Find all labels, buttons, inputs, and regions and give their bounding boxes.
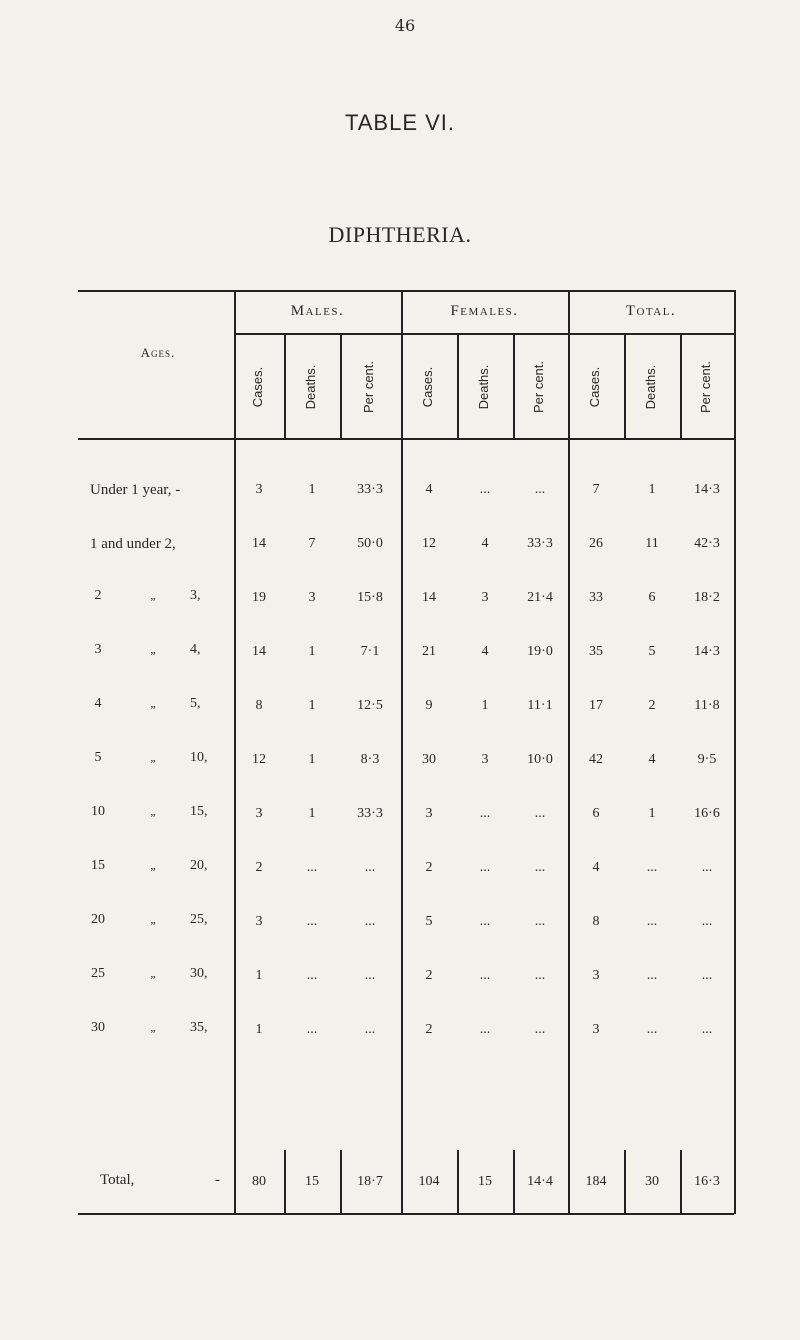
table-cell: 19 <box>252 590 266 605</box>
total-cell: 18·7 <box>357 1174 383 1189</box>
table-cell: ... <box>646 968 658 983</box>
table-cell: 21 <box>422 644 436 659</box>
table-cell: 1 <box>648 806 656 821</box>
table-cell: 7 <box>592 482 600 497</box>
table-cell: ... <box>479 860 491 875</box>
table-cell: ... <box>479 914 491 929</box>
table-cell: 14 <box>422 590 436 605</box>
table-cell: 5 <box>425 914 433 929</box>
table-cell: 8 <box>255 698 263 713</box>
row-age-to: 10, <box>190 750 208 765</box>
table-cell: 3 <box>481 590 489 605</box>
row-age-from: 10 <box>91 804 105 819</box>
cases-column-header: Cases. <box>250 366 265 408</box>
table-cell: 3 <box>425 806 433 821</box>
table-cell: 1 <box>308 698 316 713</box>
deaths-column-header: Deaths. <box>303 364 318 410</box>
table-cell: ... <box>479 968 491 983</box>
table-cell: 2 <box>425 860 433 875</box>
table-bottom-rule <box>78 1213 734 1215</box>
table-cell: 8·3 <box>360 752 380 767</box>
table-title: TABLE VI. <box>344 110 456 135</box>
row-age-sep: „ <box>150 696 156 710</box>
table-cell: 33·3 <box>357 806 383 821</box>
table-subtitle: DIPHTHERIA. <box>328 222 472 247</box>
table-cell: 12 <box>422 536 436 551</box>
table-cell: ... <box>306 1022 318 1037</box>
table-cell: 33 <box>589 590 603 605</box>
row-age-to: 3, <box>190 588 201 603</box>
row-age-sep: „ <box>150 966 156 980</box>
table-cell: 1 <box>255 968 263 983</box>
row-age-from: 30 <box>91 1020 105 1035</box>
total-cell: 104 <box>418 1174 440 1189</box>
males-header: Males. <box>290 303 345 319</box>
row-age-sep: „ <box>150 750 156 764</box>
table-cell: 2 <box>425 968 433 983</box>
table-cell: 21·4 <box>527 590 553 605</box>
table-cell: 1 <box>308 644 316 659</box>
total-row-label: Total, <box>100 1172 135 1188</box>
table-cell: ... <box>364 860 376 875</box>
table-cell: 4 <box>481 536 489 551</box>
page-number: 46 <box>394 16 416 35</box>
table-cell: 14·3 <box>694 482 720 497</box>
females-header: Females. <box>450 303 519 319</box>
per-cent-column-header: Per cent. <box>531 360 546 414</box>
total-cell: 184 <box>585 1174 607 1189</box>
table-cell: 1 <box>308 482 316 497</box>
table-cell: ... <box>364 1022 376 1037</box>
table-cell: 18·2 <box>694 590 720 605</box>
deaths-column-header: Deaths. <box>643 364 658 410</box>
row-age-to: 20, <box>190 858 208 873</box>
row-age-sep: „ <box>150 804 156 818</box>
table-cell: ... <box>701 968 713 983</box>
row-age-from: 4 <box>94 696 102 711</box>
cases-column-header: Cases. <box>587 366 602 408</box>
table-cell: 30 <box>422 752 436 767</box>
table-cell: 14 <box>252 644 266 659</box>
table-cell: ... <box>534 806 546 821</box>
table-cell: 1 <box>648 482 656 497</box>
table-cell: ... <box>364 968 376 983</box>
table-cell: ... <box>534 914 546 929</box>
row-age-from: 2 <box>94 588 102 603</box>
table-cell: ... <box>646 1022 658 1037</box>
table-cell: 3 <box>255 806 263 821</box>
row-label: 1 and under 2, <box>90 536 176 552</box>
cases-column-header: Cases. <box>420 366 435 408</box>
table-cell: ... <box>534 482 546 497</box>
table-cell: 4 <box>648 752 656 767</box>
table-cell: 42·3 <box>694 536 720 551</box>
row-age-sep: „ <box>150 912 156 926</box>
row-age-from: 25 <box>91 966 105 981</box>
table-cell: 1 <box>308 752 316 767</box>
row-label: Under 1 year, - <box>90 482 181 498</box>
table-cell: ... <box>701 914 713 929</box>
table-cell: 14·3 <box>694 644 720 659</box>
table-cell: 3 <box>255 914 263 929</box>
row-age-to: 4, <box>190 642 201 657</box>
total-cell: 30 <box>645 1174 659 1189</box>
row-age-sep: „ <box>150 1020 156 1034</box>
table-cell: ... <box>534 968 546 983</box>
table-cell: ... <box>534 1022 546 1037</box>
table-cell: 3 <box>255 482 263 497</box>
table-cell: 33·3 <box>527 536 553 551</box>
table-cell: 14 <box>252 536 266 551</box>
total-header: Total. <box>625 303 677 319</box>
per-cent-column-header: Per cent. <box>361 360 376 414</box>
table-cell: 9 <box>425 698 433 713</box>
table-cell: 33·3 <box>357 482 383 497</box>
total-cell: 15 <box>305 1174 319 1189</box>
table-cell: ... <box>646 914 658 929</box>
table-top-rule <box>78 290 734 292</box>
table-cell: 26 <box>589 536 603 551</box>
row-age-from: 15 <box>91 858 105 873</box>
row-age-sep: „ <box>150 858 156 872</box>
table-cell: ... <box>701 1022 713 1037</box>
table-cell: 11·1 <box>527 698 553 713</box>
table-cell: 7·1 <box>360 644 380 659</box>
table-cell: 1 <box>481 698 489 713</box>
total-cell: 80 <box>252 1174 266 1189</box>
table-cell: 1 <box>308 806 316 821</box>
table-cell: ... <box>306 968 318 983</box>
table-cell: 12·5 <box>357 698 383 713</box>
table-cell: ... <box>479 1022 491 1037</box>
table-cell: 6 <box>592 806 600 821</box>
table-cell: ... <box>306 860 318 875</box>
row-age-from: 3 <box>94 642 102 657</box>
per-cent-column-header: Per cent. <box>698 360 713 414</box>
table-cell: 2 <box>425 1022 433 1037</box>
row-age-to: 30, <box>190 966 208 981</box>
row-age-to: 15, <box>190 804 208 819</box>
deaths-column-header: Deaths. <box>476 364 491 410</box>
table-cell: ... <box>701 860 713 875</box>
group-divider-rule <box>234 333 734 335</box>
table-cell: 35 <box>589 644 603 659</box>
table-cell: 16·6 <box>694 806 720 821</box>
table-cell: 19·0 <box>527 644 553 659</box>
total-row-dash: - <box>215 1172 220 1188</box>
table-cell: 3 <box>481 752 489 767</box>
table-cell: 3 <box>308 590 316 605</box>
table-cell: 3 <box>592 1022 600 1037</box>
table-cell: ... <box>534 860 546 875</box>
table-cell: ... <box>479 482 491 497</box>
table-cell: 11·8 <box>694 698 720 713</box>
table-cell: ... <box>306 914 318 929</box>
table-cell: 50·0 <box>357 536 383 551</box>
table-cell: 9·5 <box>697 752 717 767</box>
table-cell: ... <box>646 860 658 875</box>
table-cell: ... <box>364 914 376 929</box>
total-cell: 16·3 <box>694 1174 720 1189</box>
table-cell: 42 <box>589 752 603 767</box>
table-cell: 10·0 <box>527 752 553 767</box>
total-cell: 15 <box>478 1174 492 1189</box>
total-cell: 14·4 <box>527 1174 553 1189</box>
row-age-from: 5 <box>94 750 102 765</box>
header-bottom-rule <box>78 438 734 440</box>
table-cell: 2 <box>648 698 656 713</box>
row-age-to: 5, <box>190 696 201 711</box>
table-cell: 11 <box>645 536 659 551</box>
row-age-to: 35, <box>190 1020 208 1035</box>
row-age-to: 25, <box>190 912 208 927</box>
table-cell: 8 <box>592 914 600 929</box>
table-cell: 3 <box>592 968 600 983</box>
table-cell: 12 <box>252 752 266 767</box>
table-cell: 17 <box>589 698 603 713</box>
table-cell: 4 <box>481 644 489 659</box>
table-cell: 2 <box>255 860 263 875</box>
row-age-from: 20 <box>91 912 105 927</box>
table-cell: 1 <box>255 1022 263 1037</box>
row-age-sep: „ <box>150 642 156 656</box>
table-cell: 4 <box>425 482 433 497</box>
table-cell: 15·8 <box>357 590 383 605</box>
table-cell: ... <box>479 806 491 821</box>
table-cell: 6 <box>648 590 656 605</box>
ages-header: Ages. <box>140 345 176 360</box>
table-cell: 5 <box>648 644 656 659</box>
table-cell: 4 <box>592 860 600 875</box>
table-cell: 7 <box>308 536 316 551</box>
row-age-sep: „ <box>150 588 156 602</box>
